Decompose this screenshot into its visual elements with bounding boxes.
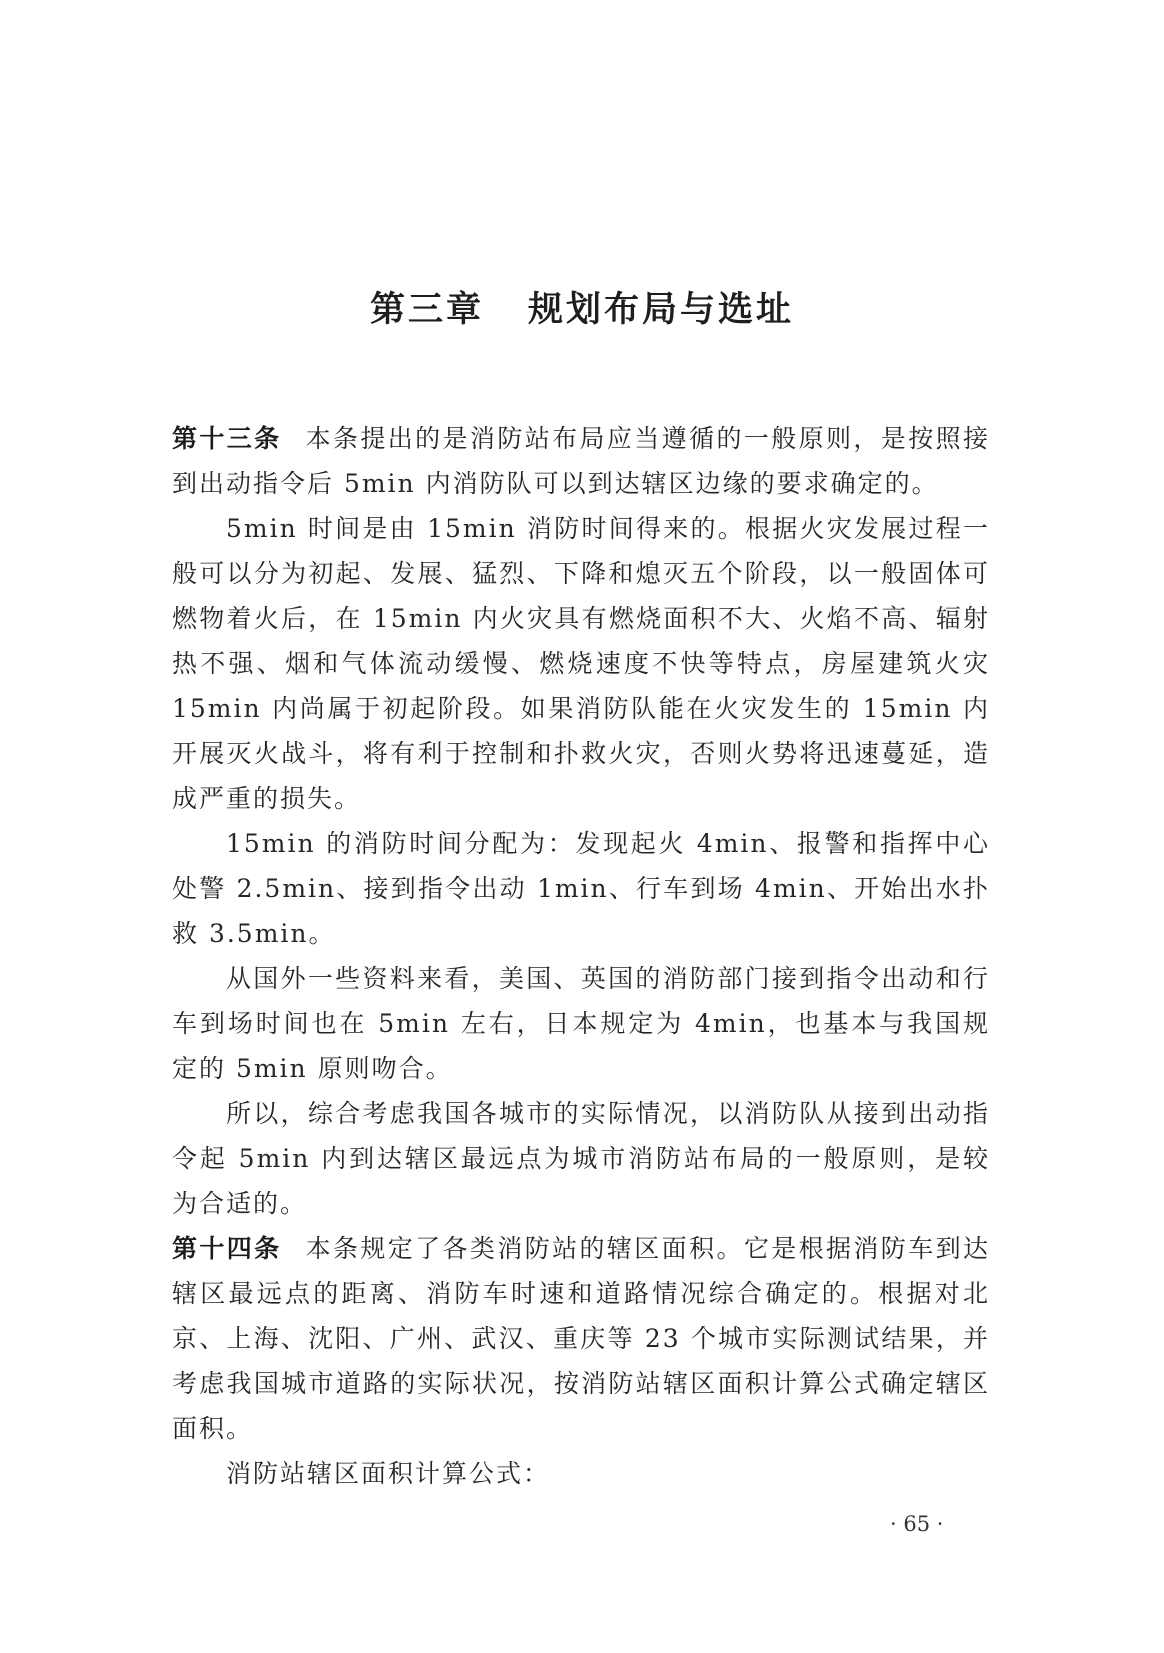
article-14-label: 第十四条 xyxy=(172,1234,282,1263)
body-text xyxy=(172,416,990,1496)
article-13-label: 第十三条 xyxy=(172,424,282,453)
chapter-number: 第三章 xyxy=(369,290,484,330)
article-13-paragraph-5: 所以，综合考虑我国各城市的实际情况，以消防队从接到出动指令起 5min 内到达辖区最远点为城市消防站布局的一般原则，是较为合适的。 xyxy=(172,1099,990,1218)
article-13-text-1: 本条提出的是消防站布局应当遵循的一般原则，是按照接到出动指令后 5min 内消防队可以到达辖区边缘的要求确定的。 xyxy=(172,424,990,498)
article-14-paragraph-2: 消防站辖区面积计算公式： xyxy=(226,1459,551,1488)
chapter-name: 规划布局与选址 xyxy=(528,290,795,330)
article-14-paragraph-1 xyxy=(172,1226,990,1451)
article-13-paragraph-4: 从国外一些资料来看，美国、英国的消防部门接到指令出动和行车到场时间也在 5min 左右，日本规定为 4min，也基本与我国规定的 5min 原则吻合。 xyxy=(172,964,990,1083)
page-number: · 65 · xyxy=(890,1512,944,1536)
article-13-paragraph-1 xyxy=(172,416,990,506)
article-13-paragraph-2: 5min 时间是由 15min 消防时间得来的。根据火灾发展过程一般可以分为初起、发展、猛烈、下降和熄灭五个阶段，以一般固体可燃物着火后，在 15min 内火灾具有燃烧面积不大、火焰不高、辐射热不强、烟和气体流动缓慢、燃烧速度不快等特点，房屋建筑火灾 15min 内尚属于初起阶段。如果消防队能在火灾发生的 15min 内开展灭火战斗，将有利于控制和扑救火灾，否则火势将迅速蔓延，造成严重的损失。 xyxy=(172,514,990,813)
article-13-paragraph-3: 15min 的消防时间分配为：发现起火 4min、报警和指挥中心处警 2.5min、接到指令出动 1min、行车到场 4min、开始出水扑救 3.5min。 xyxy=(172,829,990,948)
article-14-text-1: 本条规定了各类消防站的辖区面积。它是根据消防车到达辖区最远点的距离、消防车时速和道路情况综合确定的。根据对北京、上海、沈阳、广州、武汉、重庆等 23 个城市实际测试结果，并考虑我国城市道路的实际状况，按消防站辖区面积计算公式确定辖区面积。 xyxy=(172,1234,990,1443)
chapter-title xyxy=(0,282,1164,332)
